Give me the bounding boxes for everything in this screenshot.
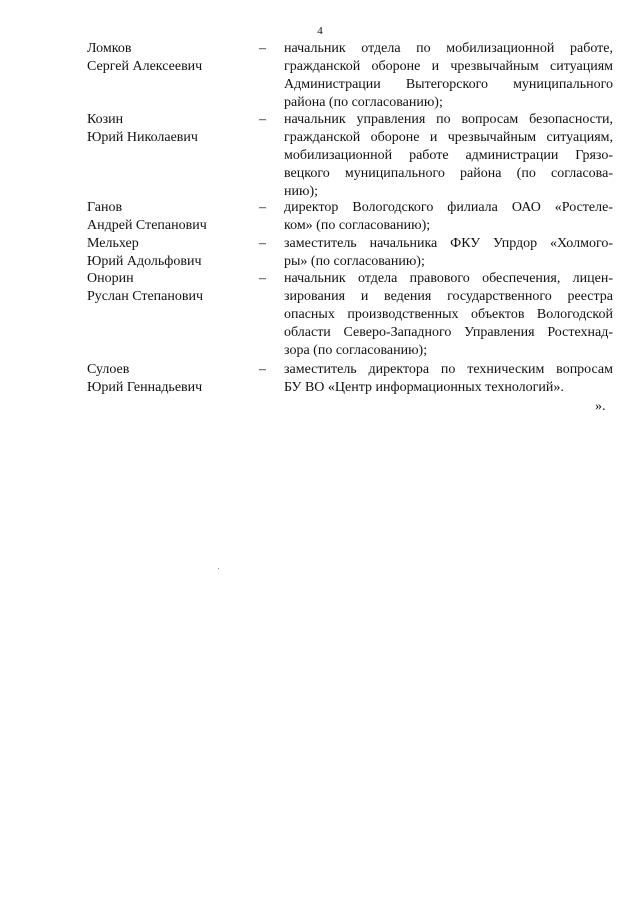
member-name: [87, 235, 257, 271]
member-role: [284, 270, 613, 360]
role-line: начальник отдела по мобилизационной работе,: [284, 41, 613, 56]
role-line: заместитель начальника ФКУ Упрдор «Холмого-: [284, 236, 613, 251]
member-given-names: Руслан Степанович: [87, 289, 204, 304]
member-name: [87, 361, 257, 397]
member-role: [284, 40, 613, 112]
role-line: зирования и ведения государственного реестра: [284, 289, 613, 304]
role-line: директор Вологодского филиала ОАО «Ростеле-: [284, 200, 613, 215]
role-line: мобилизационной работе администрации Грязо-: [284, 148, 613, 163]
dash-separator: –: [259, 236, 266, 251]
dash-separator: –: [259, 112, 266, 127]
member-role: [284, 235, 613, 271]
dash-separator: –: [259, 271, 266, 286]
member-role: [284, 111, 613, 201]
member-surname: Козин: [87, 112, 124, 127]
member-role: [284, 361, 613, 397]
member-surname: Ганов: [87, 200, 123, 215]
member-name: [87, 40, 257, 76]
member-surname: Онорин: [87, 271, 134, 286]
member-name: [87, 111, 257, 147]
role-line: опасных производственных объектов Вологодской: [284, 307, 613, 322]
role-line: нию);: [284, 184, 318, 199]
dash-separator: –: [259, 41, 266, 56]
scan-speck: [218, 568, 219, 569]
role-line: района (по согласованию);: [284, 95, 443, 110]
member-name: [87, 199, 257, 235]
role-line: ком» (по согласованию);: [284, 218, 431, 233]
role-line: БУ ВО «Центр информационных технологий».: [284, 380, 564, 395]
member-given-names: Андрей Степанович: [87, 218, 207, 233]
role-line: гражданской обороне и чрезвычайным ситуациям: [284, 59, 613, 74]
member-surname: Сулоев: [87, 362, 130, 377]
member-role: [284, 199, 613, 235]
role-line: Администрации Вытегорского муниципального: [284, 77, 613, 92]
role-line: вецкого муниципального района (по согласова-: [284, 166, 613, 181]
role-line: области Северо-Западного Управления Ростехнад-: [284, 325, 613, 340]
member-name: [87, 270, 257, 306]
member-given-names: Юрий Адольфович: [87, 254, 202, 269]
role-line: гражданской обороне и чрезвычайным ситуациям,: [284, 130, 613, 145]
role-line: ры» (по согласованию);: [284, 254, 425, 269]
member-given-names: Юрий Геннадьевич: [87, 380, 203, 395]
member-given-names: Юрий Николаевич: [87, 130, 198, 145]
role-line: зора (по согласованию);: [284, 343, 428, 358]
member-given-names: Сергей Алексеевич: [87, 59, 203, 74]
role-line: начальник управления по вопросам безопасности,: [284, 112, 613, 127]
member-surname: Мельхер: [87, 236, 139, 251]
member-surname: Ломков: [87, 41, 132, 56]
closing-quote-mark: ».: [595, 399, 606, 414]
role-line: заместитель директора по техническим вопросам: [284, 362, 613, 377]
role-line: начальник отдела правового обеспечения, лицен-: [284, 271, 613, 286]
page-number: 4: [317, 25, 323, 37]
dash-separator: –: [259, 362, 266, 377]
dash-separator: –: [259, 200, 266, 215]
